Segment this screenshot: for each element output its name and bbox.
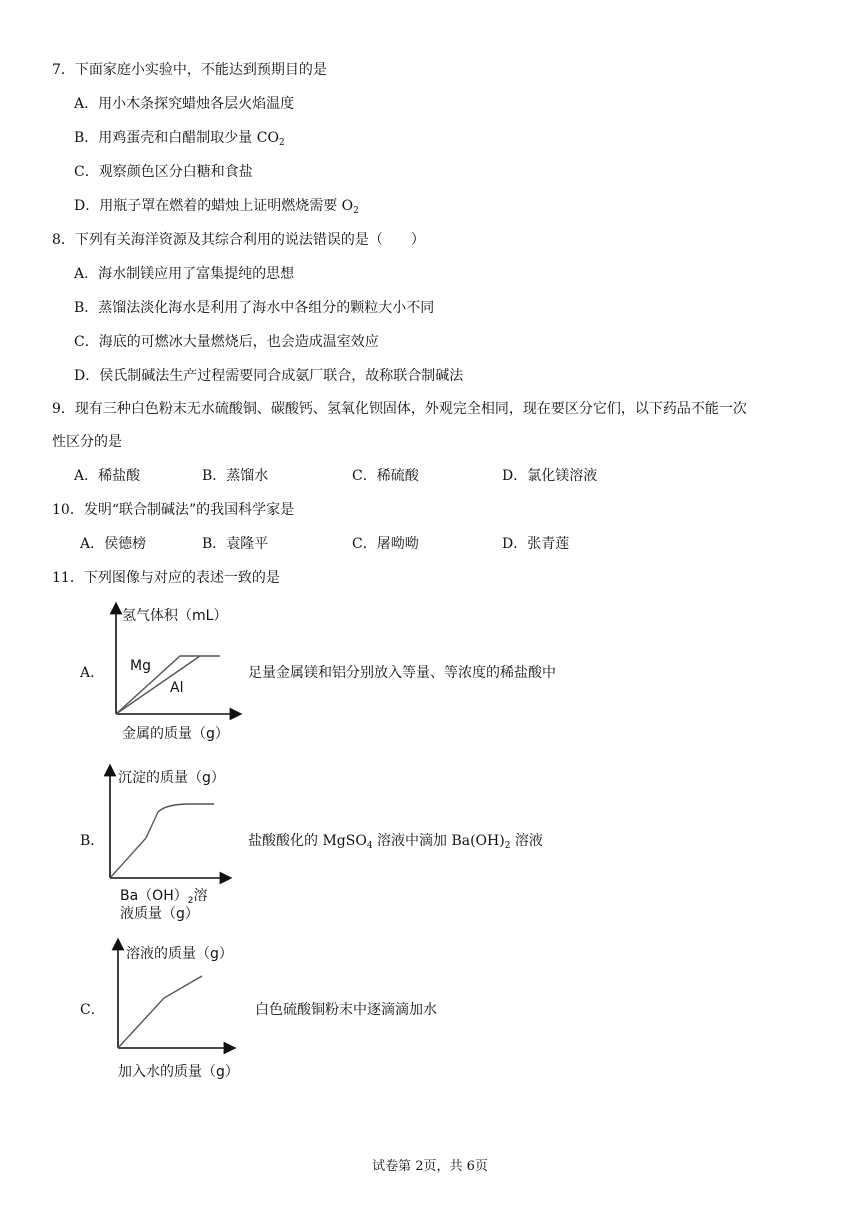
q11-option-b-letter: B． <box>80 833 105 849</box>
q11-option-b-desc: 盐酸酸化的 MgSO$_4$ 溶液中滴加 $Ba(OH)_2$ 溶液 <box>248 833 543 851</box>
q11-option-c-desc: 白色硫酸铜粉末中逐滴滴加水 <box>255 1002 437 1018</box>
q10-option-c: C．屠呦呦 <box>352 536 419 552</box>
q7-option-b: B．用鸡蛋壳和白醋制取少量 $CO_2$ <box>74 130 285 148</box>
q9-stem-line1: 9．现有三种白色粉末无水硫酸铜、碳酸钙、氢氧化钡固体，外观完全相同，现在要区分它们，以下药品不能一次 <box>52 401 747 417</box>
q9-option-d: D．氯化镁溶液 <box>502 468 598 484</box>
q11-graph-a <box>100 600 250 752</box>
q8-option-b: B．蒸馏法淡化海水是利用了海水中各组分的颗粒大小不同 <box>74 300 435 316</box>
graph-b-curve <box>110 804 214 878</box>
q8-stem: 8．下列有关海洋资源及其综合利用的说法错误的是（ ） <box>52 232 425 248</box>
graph-a-al-label: Al <box>170 680 184 696</box>
q11-option-a-desc: 足量金属镁和铝分别放入等量、等浓度的稀盐酸中 <box>248 665 556 681</box>
graph-a-ylabel: 氢气体积（mL） <box>122 608 228 624</box>
graph-a-mg-label: Mg <box>130 658 151 674</box>
graph-c-line <box>118 976 202 1048</box>
q11-option-a-letter: A． <box>80 665 105 681</box>
graph-b-xlabel-line1: $Ba(OH)_2$溶 <box>120 888 208 906</box>
q9-stem-line2: 性区分的是 <box>52 434 122 450</box>
page-footer: 试卷第 2页，共 6页 <box>372 1159 488 1174</box>
q8-option-c: C．海底的可燃冰大量燃烧后，也会造成温室效应 <box>74 334 379 350</box>
q11-option-c-letter: C． <box>80 1002 105 1018</box>
q10-option-b: B．袁隆平 <box>202 536 269 552</box>
q10-option-d: D．张青莲 <box>502 536 570 552</box>
q11-graph-b <box>100 766 250 930</box>
q7-stem: 7．下面家庭小实验中，不能达到预期目的是 <box>52 62 327 78</box>
graph-a-xlabel: 金属的质量（g） <box>122 726 229 742</box>
q8-option-d: D．侯氏制碱法生产过程需要同合成氨厂联合，故称联合制碱法 <box>74 368 464 384</box>
q7-option-a: A．用小木条探究蜡烛各层火焰温度 <box>74 96 295 112</box>
q11-stem: 11．下列图像与对应的表述一致的是 <box>52 570 280 586</box>
q7-option-c: C．观察颜色区分白糖和食盐 <box>74 164 253 180</box>
q7-option-d: D．用瓶子罩在燃着的蜡烛上证明燃烧需要 $O_2$ <box>74 198 359 216</box>
graph-c-ylabel: 溶液的质量（g） <box>126 946 233 962</box>
q8-option-a: A．海水制镁应用了富集提纯的思想 <box>74 266 295 282</box>
graph-c-xlabel: 加入水的质量（g） <box>118 1064 239 1080</box>
graph-a-al-line <box>116 656 200 714</box>
q9-option-b: B．蒸馏水 <box>202 468 269 484</box>
q9-option-c: C．稀硫酸 <box>352 468 419 484</box>
q11-graph-c <box>100 940 250 1092</box>
q10-stem: 10．发明“联合制碱法”的我国科学家是 <box>52 502 295 518</box>
graph-b-xlabel-line2: 液质量（g） <box>120 906 199 922</box>
q9-option-a: A．稀盐酸 <box>74 468 141 484</box>
q10-option-a: A．侯德榜 <box>80 536 147 552</box>
graph-b-ylabel: 沉淀的质量（g） <box>118 770 225 786</box>
